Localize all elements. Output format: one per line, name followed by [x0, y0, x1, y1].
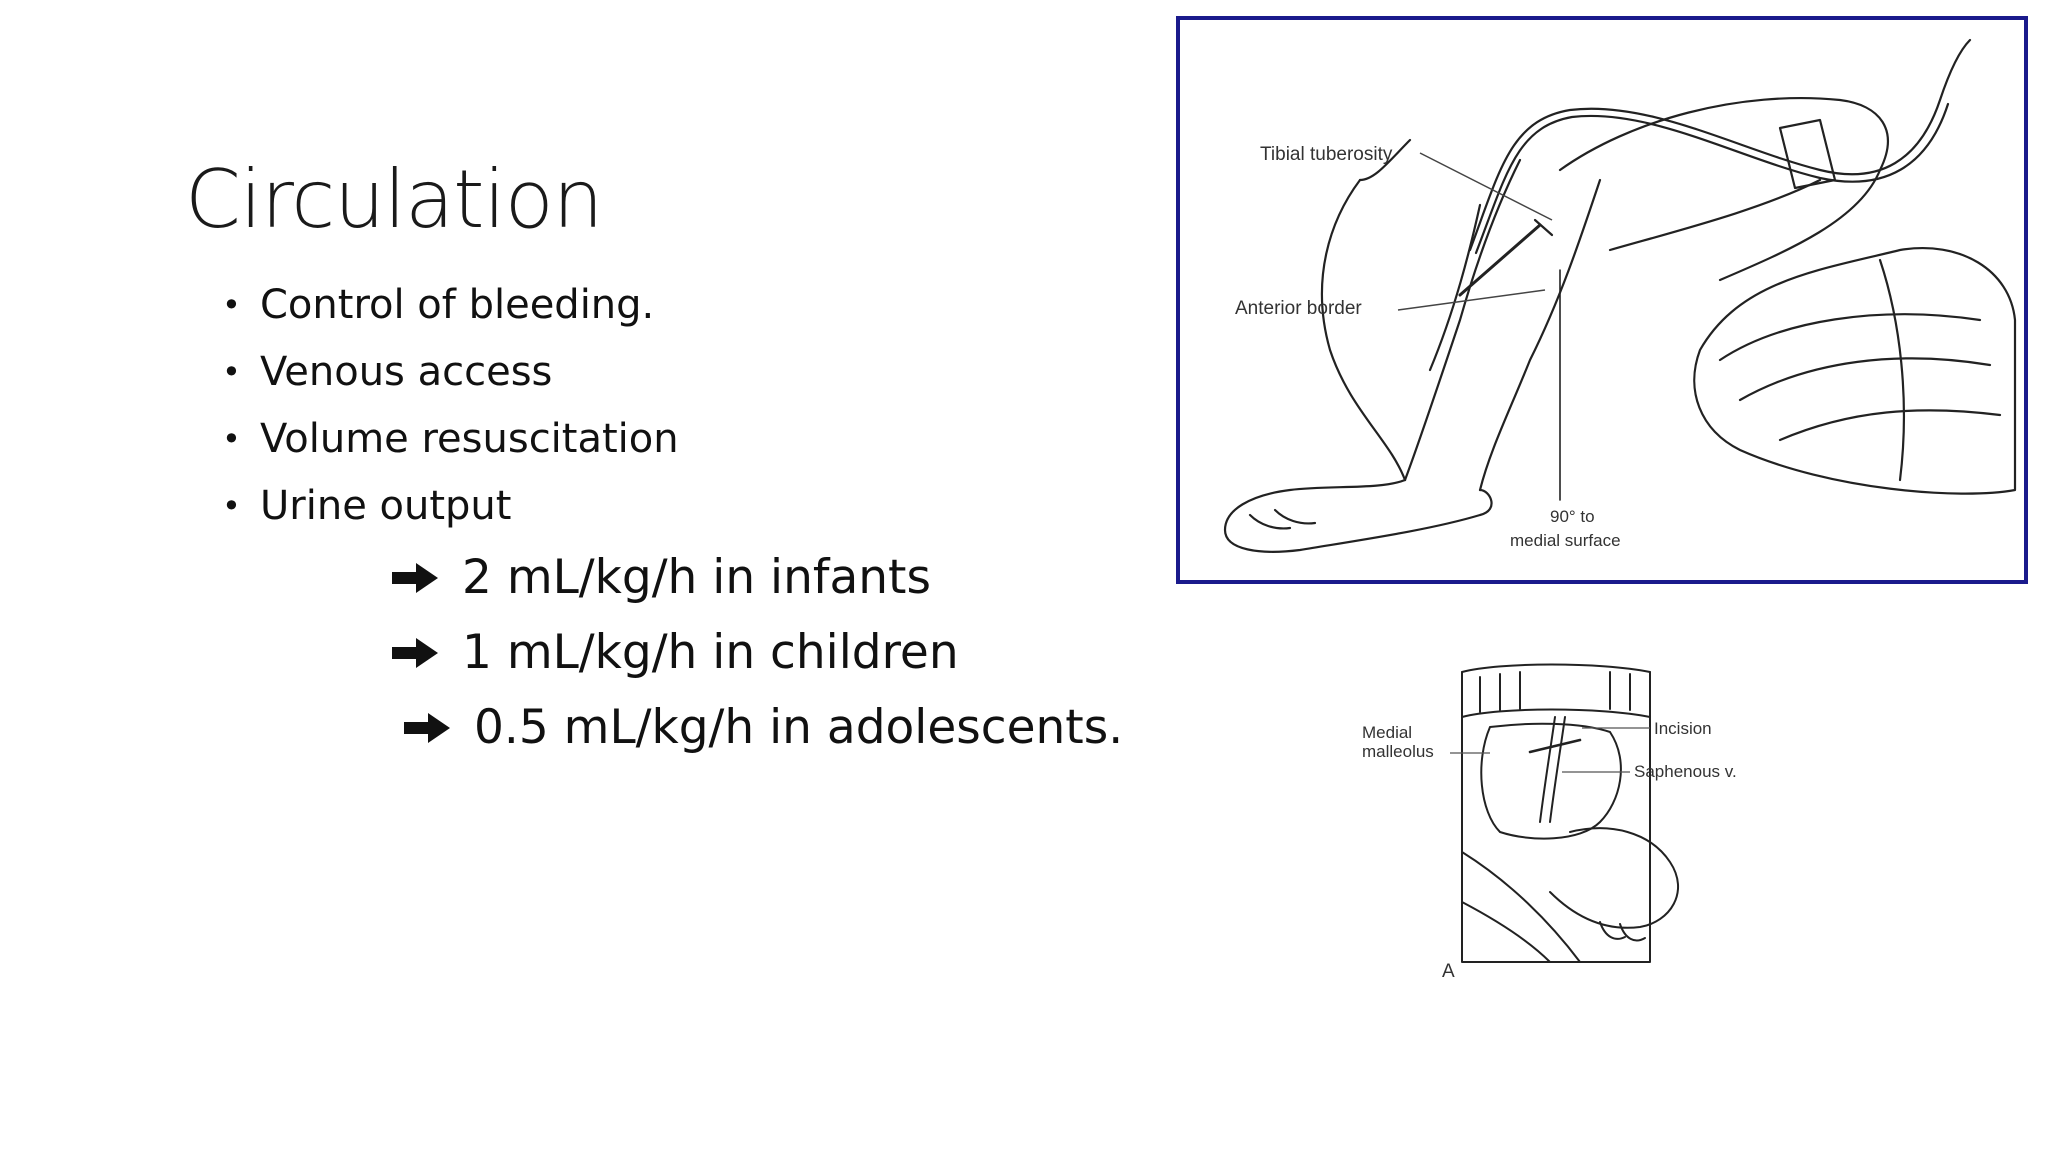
- urine-target-text: 0.5 mL/kg/h in adolescents.: [474, 700, 1124, 755]
- bullet-dot-icon: •: [222, 353, 241, 391]
- bullet-text: Volume resuscitation: [260, 416, 679, 462]
- right-arrow-icon: [390, 561, 440, 595]
- urine-target-text: 2 mL/kg/h in infants: [462, 550, 931, 605]
- label-panel-a: A: [1442, 961, 1455, 982]
- bullet-list: [222, 272, 679, 540]
- label-tibial-tuberosity: Tibial tuberosity: [1260, 144, 1393, 165]
- label-angle-line2: medial surface: [1510, 531, 1621, 550]
- bullet-item-volume: [222, 406, 679, 473]
- right-arrow-icon: [390, 636, 440, 670]
- intraosseous-illustration: [1176, 16, 2028, 584]
- slide-title: Circulation: [185, 153, 603, 246]
- bullet-text: Venous access: [260, 349, 553, 395]
- leg-drawing: [1180, 20, 2024, 580]
- bullet-item-bleeding: [222, 272, 679, 339]
- bullet-text: Urine output: [260, 483, 512, 529]
- label-anterior-border: Anterior border: [1235, 298, 1362, 319]
- right-arrow-icon: [402, 711, 452, 745]
- bullet-dot-icon: •: [222, 420, 241, 458]
- urine-target-infants: [390, 540, 1123, 615]
- label-saphenous: Saphenous v.: [1634, 762, 1737, 781]
- urine-target-text: 1 mL/kg/h in children: [462, 625, 959, 680]
- urine-target-adolescents: [402, 690, 1123, 765]
- urine-target-list: [390, 540, 1123, 765]
- bullet-text: Control of bleeding.: [260, 282, 655, 328]
- label-incision: Incision: [1654, 719, 1712, 738]
- saphenous-cutdown-illustration: [1350, 622, 1790, 982]
- ankle-drawing: [1350, 622, 1790, 982]
- label-medial-line1: Medial: [1362, 723, 1413, 742]
- label-angle-line1: 90° to: [1550, 507, 1595, 526]
- bullet-dot-icon: •: [222, 487, 241, 525]
- bullet-item-venous-access: [222, 339, 679, 406]
- urine-target-children: [390, 615, 1123, 690]
- bullet-dot-icon: •: [222, 286, 241, 324]
- bullet-item-urine-output: [222, 473, 679, 540]
- label-medial-line2: malleolus: [1362, 742, 1434, 761]
